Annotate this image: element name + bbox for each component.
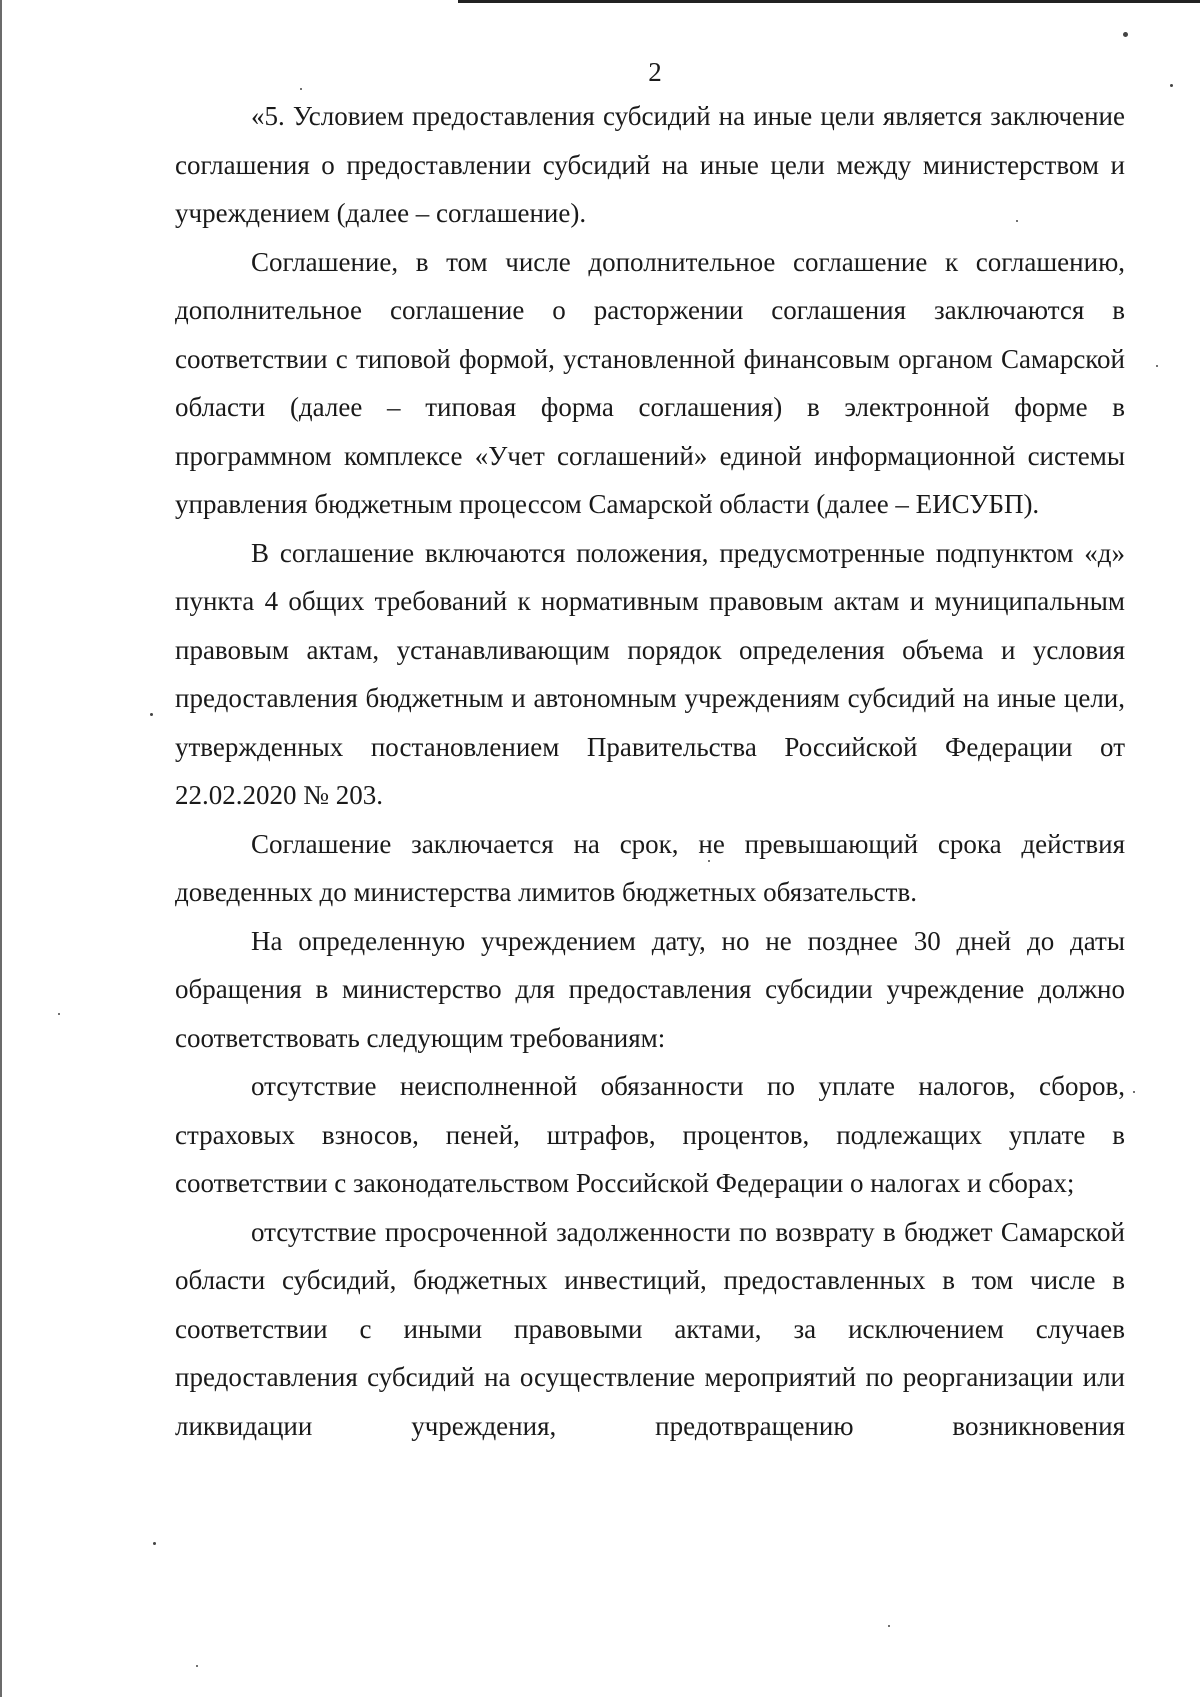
paragraph-requirement-debt: отсутствие просроченной задолженности по возврату в бюджет Самарской области субсидий, бюджетных инвестиций, предоставленных в том числе в соответствии с иными правовыми актами, за исключением случаев предоставления субсидий на осуществление мероприятий по реорганизации или ликвидации учреждения, предотвращению возникновения bbox=[175, 1216, 1125, 1441]
scan-speck bbox=[153, 1542, 156, 1545]
scan-speck bbox=[58, 1013, 60, 1015]
page-number: 2 bbox=[648, 57, 662, 87]
scan-speck bbox=[150, 713, 153, 716]
scan-border-left bbox=[0, 0, 2, 1697]
scan-speck bbox=[888, 1625, 890, 1627]
paragraph-requirements-intro: На определенную учреждением дату, но не позднее 30 дней до даты обращения в министерство для предоставления субсидии учреждение должно соответствовать следующим требованиям: bbox=[175, 925, 1125, 1053]
paragraph-subsidy-condition: «5. Условием предоставления субсидий на иные цели является заключение соглашения о предоставлении субсидий на иные цели между министерством и учреждением (далее – соглашение). bbox=[175, 101, 1125, 228]
scan-speck bbox=[1133, 1091, 1135, 1093]
scan-speck bbox=[1123, 32, 1128, 37]
scan-speck bbox=[708, 860, 710, 862]
paragraph-agreement-provisions: В соглашение включаются положения, предусмотренные подпунктом «д» пункта 4 общих требований к нормативным правовым актам и муниципальным правовым актам, устанавливающим порядок определения объема и условия предоставления бюджетным и автономным учреждениям субсидий на иные цели, утвержденных постановлением Правительства Российской Федерации от 22.02.2020 № 203. bbox=[175, 537, 1125, 810]
scan-speck bbox=[1016, 220, 1018, 222]
scan-speck bbox=[300, 88, 302, 90]
scan-speck bbox=[196, 1665, 198, 1667]
scan-speck bbox=[1170, 84, 1173, 87]
paragraph-agreement-form: Соглашение, в том числе дополнительное соглашение к соглашению, дополнительное соглашение о расторжении соглашения заключаются в соответствии с типовой формой, установленной финансовым органом Самарской области (далее – типовая форма соглашения) в электронной форме в программном комплексе «Учет соглашений» единой информационной системы управления бюджетным процессом Самарской области (далее – ЕИСУБП). bbox=[175, 246, 1125, 519]
paragraph-requirement-taxes: отсутствие неисполненной обязанности по уплате налогов, сборов, страховых взносов, пеней, штрафов, процентов, подлежащих уплате в соответствии с законодательством Российской Федерации о налогах и сборах; bbox=[175, 1071, 1125, 1198]
scan-border-top bbox=[458, 0, 1200, 3]
scan-speck bbox=[1156, 365, 1158, 367]
paragraph-agreement-term: Соглашение заключается на срок, не превышающий срока действия доведенных до министерства лимитов бюджетных обязательств. bbox=[175, 828, 1125, 907]
document-body bbox=[175, 92, 1125, 1450]
